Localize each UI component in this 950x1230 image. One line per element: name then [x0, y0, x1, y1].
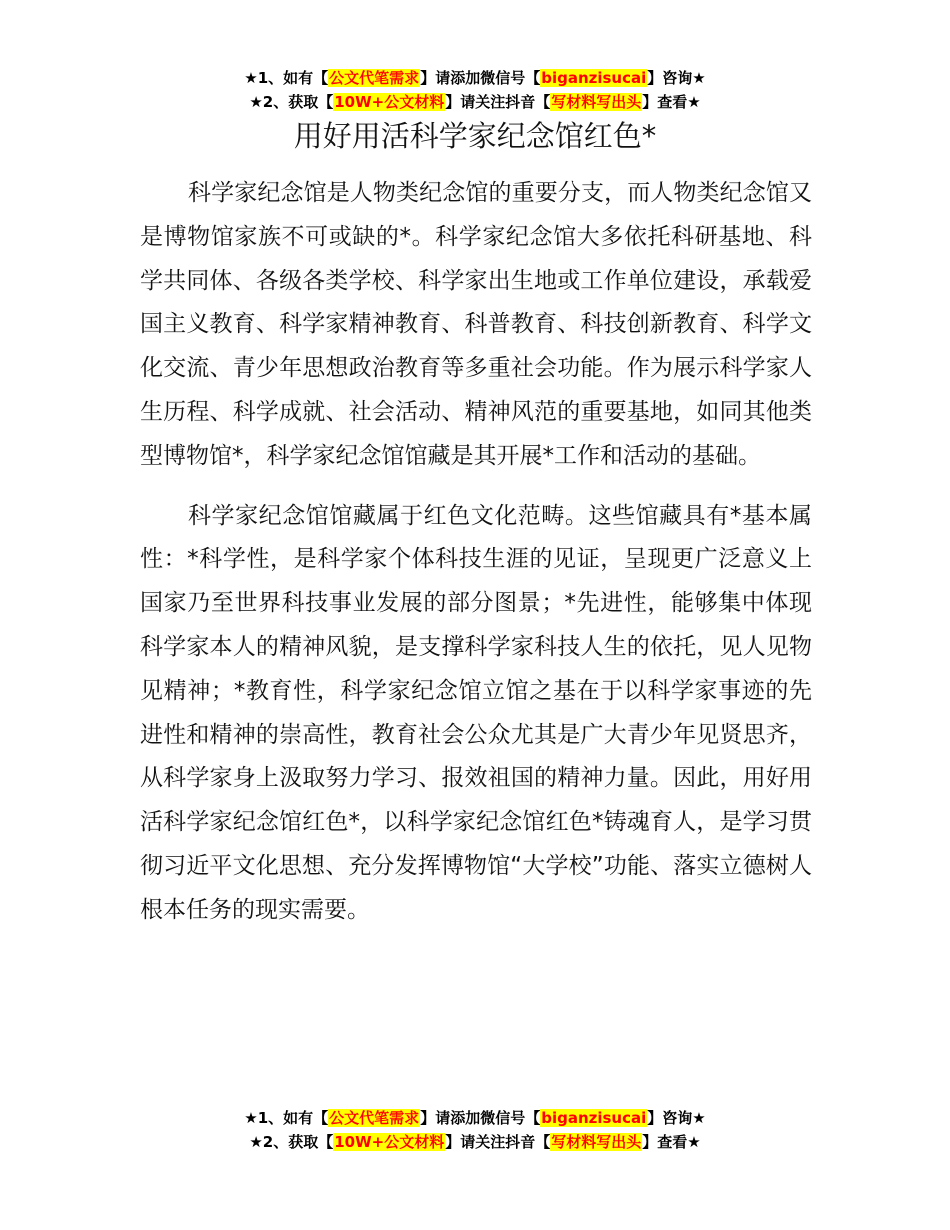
promo-highlight-materials: 10W+公文材料: [334, 1133, 445, 1151]
promo-highlight-douyin: 写材料写出头: [551, 93, 642, 111]
promo-text: 】咨询★: [647, 69, 706, 87]
promo-text: 】咨询★: [647, 1109, 706, 1127]
promo-text: ★2、获取【: [249, 93, 334, 111]
promo-line-1: [0, 1106, 950, 1130]
promo-text: ★1、如有【: [244, 69, 329, 87]
promo-line-2: [0, 1130, 950, 1154]
promo-text: 】查看★: [642, 1133, 701, 1151]
promo-header: [0, 66, 950, 114]
promo-text: 】请关注抖音【: [445, 1133, 551, 1151]
promo-text: 】请关注抖音【: [445, 93, 551, 111]
promo-line-1: [0, 66, 950, 90]
body-paragraph: 科学家纪念馆馆藏属于红色文化范畴。这些馆藏具有*基本属性：*科学性，是科学家个体科技生涯的见证，呈现更广泛意义上国家乃至世界科技事业发展的部分图景；*先进性，能够集中体现科学家本人的精神风貌，是支撑科学家科技人生的依托，见人见物见精神；*教育性，科学家纪念馆立馆之基在于以科学家事迹的先进性和精神的崇高性，教育社会公众尤其是广大青少年见贤思齐，从科学家身上汲取努力学习、报效祖国的精神力量。因此，用好用活科学家纪念馆红色*，以科学家纪念馆红色*铸魂育人，是学习贯彻习近平文化思想、充分发挥博物馆“大学校”功能、落实立德树人根本任务的现实需要。: [140, 502, 812, 923]
promo-highlight-wechat-id: biganzisucai: [541, 69, 647, 87]
document-title: 用好用活科学家纪念馆红色*: [293, 119, 657, 153]
promo-text: ★1、如有【: [244, 1109, 329, 1127]
promo-highlight-douyin: 写材料写出头: [551, 1133, 642, 1151]
promo-line-2: [0, 90, 950, 114]
promo-text: 】请添加微信号【: [420, 69, 541, 87]
promo-highlight-wechat-id: biganzisucai: [541, 1109, 647, 1127]
promo-text: 】请添加微信号【: [420, 1109, 541, 1127]
promo-footer: [0, 1106, 950, 1154]
promo-text: 】查看★: [642, 93, 701, 111]
promo-text: ★2、获取【: [249, 1133, 334, 1151]
body-paragraph: 科学家纪念馆是人物类纪念馆的重要分支，而人物类纪念馆又是博物馆家族不可或缺的*。科学家纪念馆大多依托科研基地、科学共同体、各级各类学校、科学家出生地或工作单位建设，承载爱国主义教育、科学家精神教育、科普教育、科技创新教育、科学文化交流、青少年思想政治教育等多重社会功能。作为展示科学家人生历程、科学成就、社会活动、精神风范的重要基地，如同其他类型博物馆*，科学家纪念馆馆藏是其开展*工作和活动的基础。: [140, 180, 812, 469]
promo-highlight-service: 公文代笔需求: [329, 1109, 420, 1127]
promo-highlight-materials: 10W+公文材料: [334, 93, 445, 111]
promo-highlight-service: 公文代笔需求: [329, 69, 420, 87]
document-body: [140, 172, 812, 949]
